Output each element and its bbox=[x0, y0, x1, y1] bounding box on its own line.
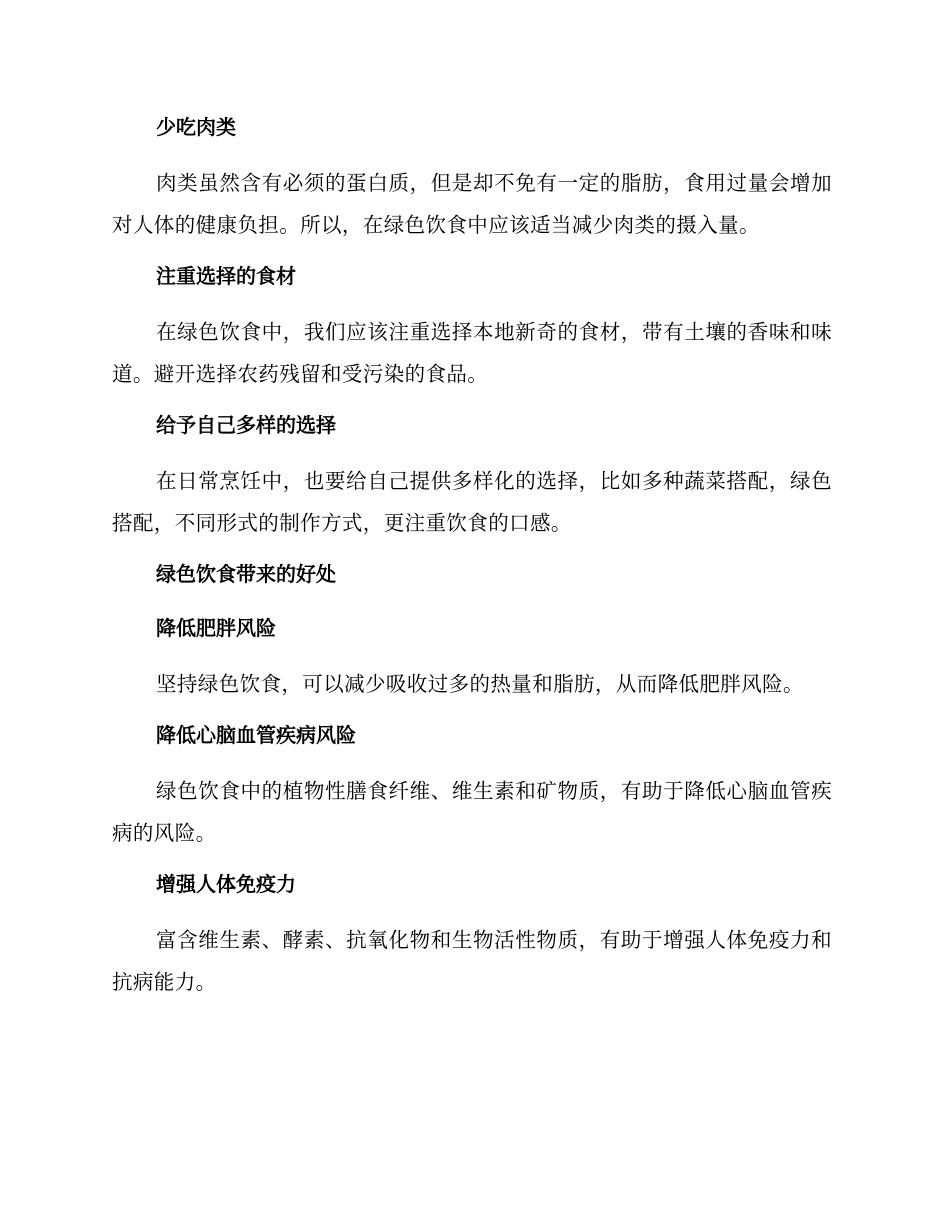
section-heading: 给予自己多样的选择 bbox=[156, 413, 336, 437]
section-paragraph: 富含维生素、酵素、抗氧化物和生物活性物质，有助于增强人体免疫力和抗病能力。 bbox=[112, 928, 832, 994]
section-paragraph: 绿色饮食中的植物性膳食纤维、维生素和矿物质，有助于降低心脑血管疾病的风险。 bbox=[112, 779, 832, 845]
section-heading: 增强人体免疫力 bbox=[156, 872, 296, 896]
section-heading: 注重选择的食材 bbox=[156, 264, 296, 288]
section-heading: 绿色饮食带来的好处 bbox=[156, 562, 336, 586]
section-paragraph: 肉类虽然含有必须的蛋白质，但是却不免有一定的脂肪，食用过量会增加对人体的健康负担。所以，在绿色饮食中应该适当减少肉类的摄入量。 bbox=[112, 171, 832, 237]
section-paragraph: 坚持绿色饮食，可以减少吸收过多的热量和脂肪，从而降低肥胖风险。 bbox=[156, 672, 804, 696]
section-heading: 降低心脑血管疾病风险 bbox=[156, 723, 356, 747]
section-paragraph: 在绿色饮食中，我们应该注重选择本地新奇的食材，带有土壤的香味和味道。避开选择农药残留和受污染的食品。 bbox=[112, 320, 832, 386]
section-heading: 少吃肉类 bbox=[156, 115, 236, 139]
section-paragraph: 在日常烹饪中，也要给自己提供多样化的选择，比如多种蔬菜搭配，绿色搭配，不同形式的制作方式，更注重饮食的口感。 bbox=[112, 469, 832, 535]
document-page bbox=[112, 110, 832, 1003]
section-heading: 降低肥胖风险 bbox=[156, 616, 276, 640]
